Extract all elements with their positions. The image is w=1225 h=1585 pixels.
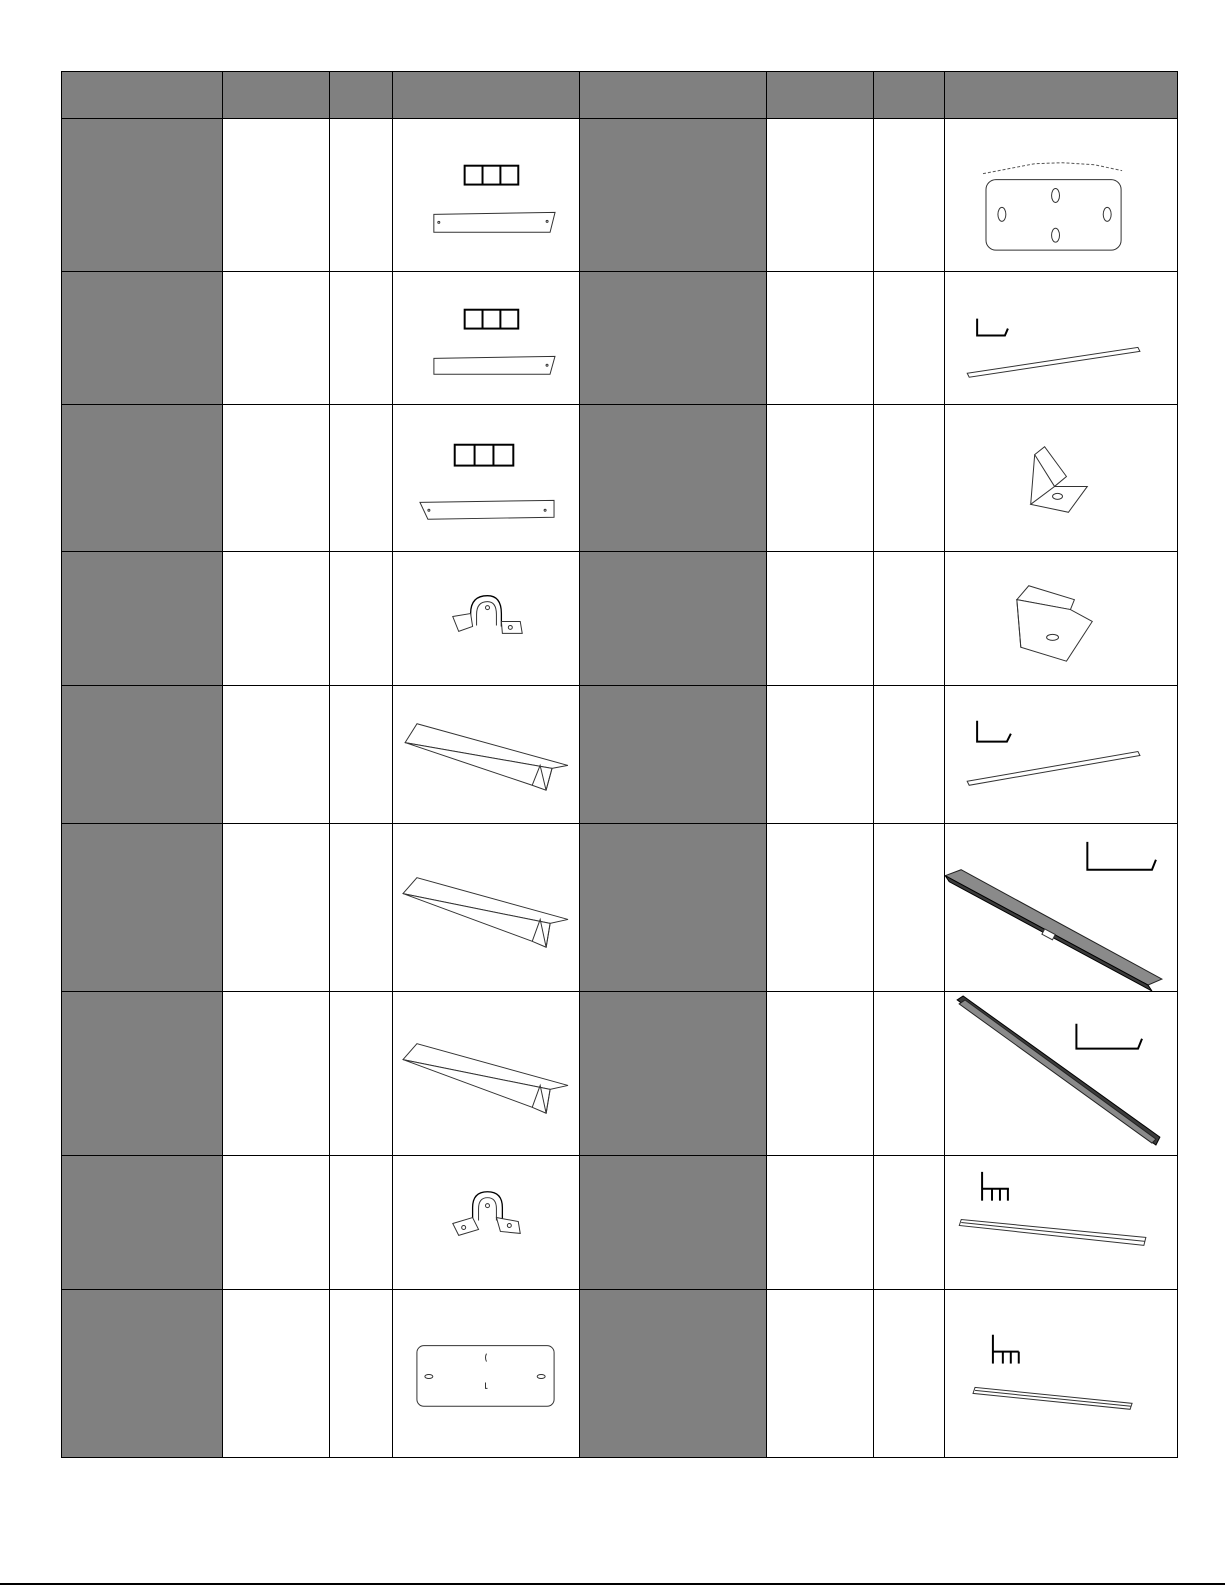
part-number-cell [223,119,330,272]
quantity-cell [874,686,945,824]
part-image-cell [945,552,1178,686]
quantity-cell [874,1156,945,1290]
quantity-cell [330,1290,393,1458]
part-number-cell [223,272,330,405]
t-rail-icon [945,1156,1177,1289]
part-name-cell [62,405,223,552]
table-row [62,1156,1178,1290]
channel-end-cap-icon [393,405,579,551]
ridge-beam-icon [393,686,579,823]
part-number-cell [223,992,330,1156]
channel-end-cap-icon [393,119,579,271]
table-row [62,272,1178,405]
part-number-cell [223,1290,330,1458]
quantity-cell [330,405,393,552]
quantity-cell [330,686,393,824]
header-cell [62,72,223,119]
part-name-cell [580,552,767,686]
part-image-cell [393,824,580,992]
table-row [62,824,1178,992]
part-name-cell [62,992,223,1156]
part-image-cell [945,405,1178,552]
part-image-cell [945,272,1178,405]
header-row [62,72,1178,119]
part-name-cell [580,272,767,405]
quantity-cell [874,552,945,686]
part-number-cell [223,1156,330,1290]
part-image-cell [945,992,1178,1156]
quantity-cell [874,1290,945,1458]
angle-rail-icon [945,686,1177,823]
part-name-cell [62,686,223,824]
part-number-cell [767,119,874,272]
slotted-plate-icon [393,1290,579,1457]
part-number-cell [767,272,874,405]
gusset-plate-icon [945,119,1177,271]
channel-rail-icon [945,992,1177,1155]
part-number-cell [767,686,874,824]
part-number-cell [767,405,874,552]
angle-rail-icon [945,272,1177,404]
part-name-cell [62,272,223,405]
part-number-cell [223,686,330,824]
part-number-cell [767,552,874,686]
channel-end-cap-icon [393,272,579,404]
quantity-cell [874,405,945,552]
part-name-cell [62,824,223,992]
part-image-cell [393,1290,580,1458]
quantity-cell [330,992,393,1156]
corner-bracket-icon [945,405,1177,551]
ridge-beam-icon [393,824,579,991]
pipe-strap-clip-icon [393,1156,579,1289]
table-row [62,405,1178,552]
part-number-cell [223,824,330,992]
part-image-cell [945,824,1178,992]
quantity-cell [330,272,393,405]
table-row [62,686,1178,824]
part-image-cell [945,1290,1178,1458]
corner-bracket-icon [945,552,1177,685]
part-name-cell [580,1156,767,1290]
part-image-cell [945,1156,1178,1290]
part-name-cell [62,1156,223,1290]
header-cell [945,72,1178,119]
quantity-cell [874,272,945,405]
part-name-cell [580,405,767,552]
part-name-cell [580,686,767,824]
part-name-cell [580,824,767,992]
table-row [62,119,1178,272]
quantity-cell [874,824,945,992]
header-cell [223,72,330,119]
part-image-cell [393,1156,580,1290]
part-name-cell [62,119,223,272]
quantity-cell [330,119,393,272]
part-number-cell [767,824,874,992]
part-name-cell [580,992,767,1156]
part-number-cell [223,405,330,552]
header-cell [393,72,580,119]
part-number-cell [767,992,874,1156]
part-image-cell [393,119,580,272]
part-image-cell [945,119,1178,272]
quantity-cell [874,119,945,272]
table-row [62,552,1178,686]
header-cell [580,72,767,119]
part-name-cell [62,1290,223,1458]
part-number-cell [223,552,330,686]
quantity-cell [330,552,393,686]
ridge-beam-icon [393,992,579,1155]
part-image-cell [393,552,580,686]
header-cell [874,72,945,119]
part-image-cell [393,272,580,405]
part-image-cell [393,686,580,824]
part-image-cell [393,992,580,1156]
header-cell [767,72,874,119]
part-image-cell [393,405,580,552]
part-name-cell [62,552,223,686]
quantity-cell [330,1156,393,1290]
part-name-cell [580,1290,767,1458]
part-number-cell [767,1156,874,1290]
table-row [62,1290,1178,1458]
channel-rail-icon [945,824,1177,991]
part-number-cell [767,1290,874,1458]
pipe-strap-clip-icon [393,552,579,685]
table-row [62,992,1178,1156]
part-name-cell [580,119,767,272]
header-cell [330,72,393,119]
part-image-cell [945,686,1178,824]
parts-table [61,71,1178,1458]
t-rail-icon [945,1290,1177,1457]
quantity-cell [330,824,393,992]
quantity-cell [874,992,945,1156]
